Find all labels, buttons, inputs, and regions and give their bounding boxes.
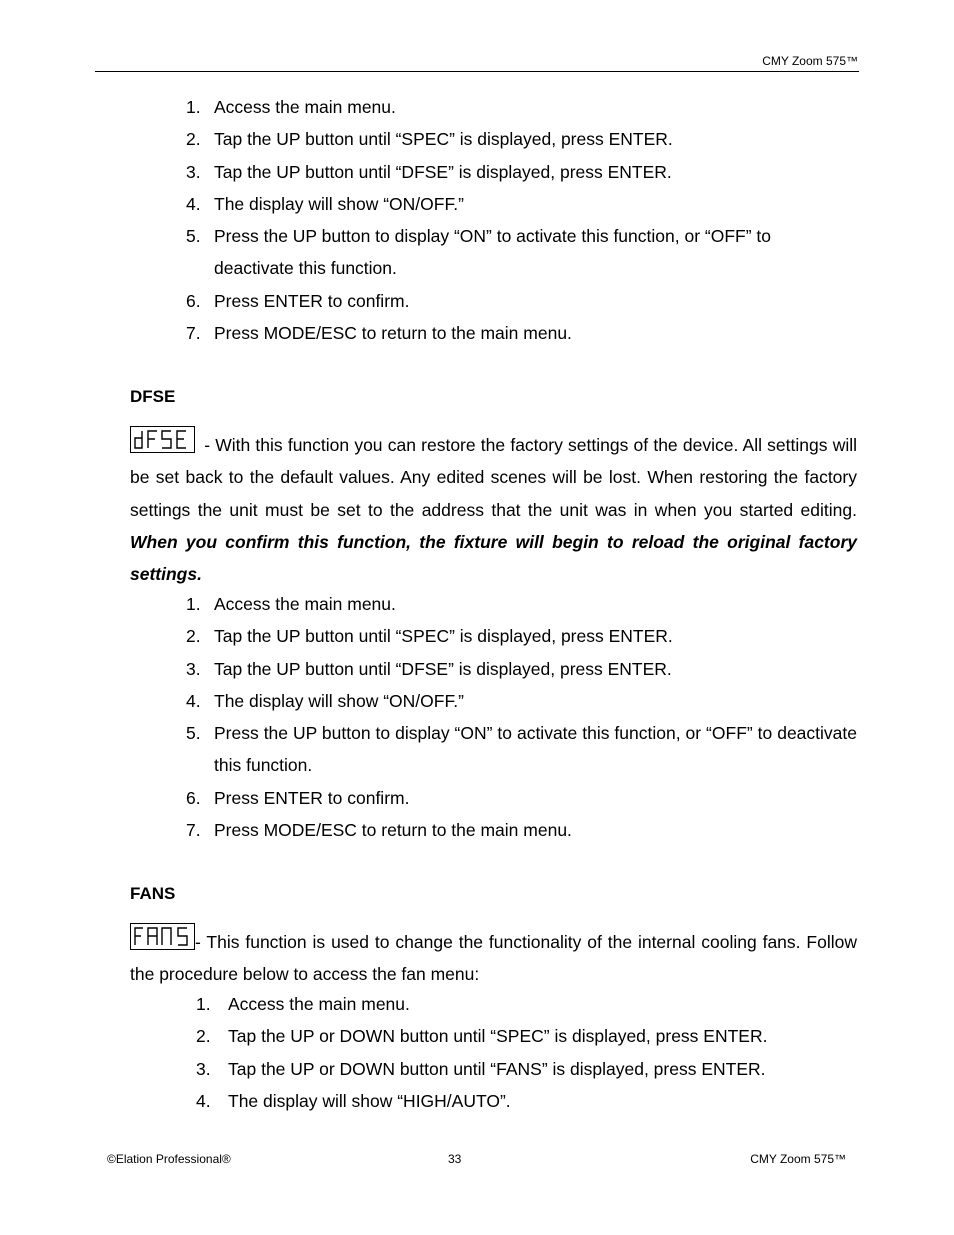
- dfse-description: - With this function you can restore the factory settings of the device. All settings will be set back to the default values. Any edited scenes will be lost. When restoring the factory settings the unit must be set to the address that the unit was in when you started editing. When you confirm this function, the fixture will begin to reload the original factory settings.: [130, 426, 857, 590]
- footer-product-name: CMY Zoom 575™: [750, 1152, 846, 1166]
- header-divider: [95, 71, 859, 72]
- list-item: 7. Press MODE/ESC to return to the main menu.: [186, 820, 572, 841]
- list-item: 2. Tap the UP button until “SPEC” is displayed, press ENTER.: [186, 626, 673, 647]
- lcd-display-fans-icon: [130, 923, 195, 950]
- list-item: 3. Tap the UP button until “DFSE” is displayed, press ENTER.: [186, 161, 672, 182]
- list-item: 2. Tap the UP button until “SPEC” is displayed, press ENTER.: [186, 129, 673, 150]
- list-item: 3. Tap the UP button until “DFSE” is displayed, press ENTER.: [186, 658, 672, 679]
- header-title: CMY Zoom 575™: [762, 54, 858, 68]
- list-item: 5. Press the UP button to display “ON” to activate this function, or “OFF” to deactivate this function.: [186, 226, 771, 279]
- dfse-warning: When you confirm this function, the fixture will begin to reload the original factory settings.: [130, 531, 857, 585]
- list-item: 6. Press ENTER to confirm.: [186, 290, 410, 311]
- list-item: 1. Access the main menu.: [186, 594, 396, 614]
- list-item: 3. Tap the UP or DOWN button until “FANS” is displayed, press ENTER.: [196, 1058, 766, 1079]
- list-item: 5. Press the UP button to display “ON” to activate this function, or “OFF” to deactivate this function.: [186, 723, 857, 776]
- fans-steps-list: [196, 988, 856, 1117]
- lcd-display-dfse-icon: [130, 426, 195, 453]
- fans-description: - This function is used to change the functionality of the internal cooling fans. Follow the procedure below to access the fan menu:: [130, 923, 857, 991]
- intro-steps-list: [186, 91, 810, 349]
- list-item: 1. Access the main menu.: [186, 97, 396, 117]
- list-item: 7. Press MODE/ESC to return to the main menu.: [186, 323, 572, 344]
- footer-page-number: 33: [448, 1152, 462, 1166]
- list-item: 6. Press ENTER to confirm.: [186, 787, 410, 808]
- list-item: 4. The display will show “HIGH/AUTO”.: [196, 1090, 511, 1111]
- section-heading-dfse: DFSE: [130, 387, 176, 406]
- dfse-steps-list: [186, 588, 857, 846]
- list-item: 4. The display will show “ON/OFF.”: [186, 690, 464, 711]
- list-item: 4. The display will show “ON/OFF.”: [186, 193, 464, 214]
- footer-copyright: ©Elation Professional®: [107, 1152, 231, 1166]
- list-item: 2. Tap the UP or DOWN button until “SPEC” is displayed, press ENTER.: [196, 1026, 768, 1047]
- list-item: 1. Access the main menu.: [196, 994, 410, 1014]
- section-heading-fans: FANS: [130, 884, 176, 903]
